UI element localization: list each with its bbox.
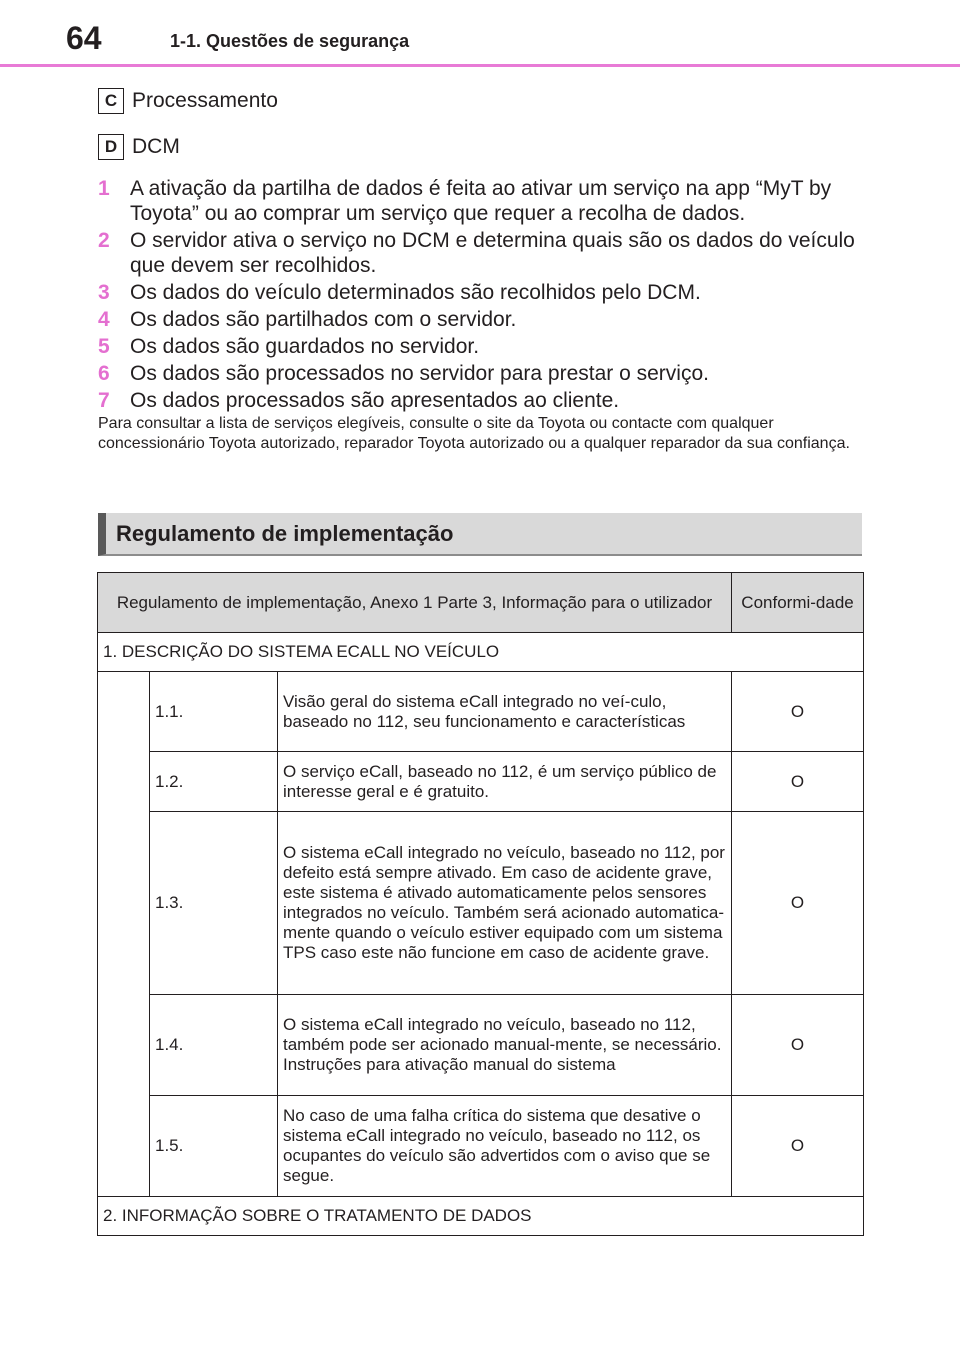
step-number: 1	[98, 177, 110, 200]
row-conformity: O	[732, 995, 864, 1096]
legend-letter-box: D	[98, 134, 124, 160]
row-text: O sistema eCall integrado no veículo, baseado no 112, também pode ser acionado manual-mente, se necessário. Instruções para ativação manual do sistema	[278, 995, 732, 1096]
row-number: 1.1.	[150, 672, 278, 752]
step-item	[98, 176, 868, 226]
row-number: 1.5.	[150, 1096, 278, 1197]
table-row	[98, 995, 864, 1096]
table-row	[98, 812, 864, 995]
step-text: Os dados são partilhados com o servidor.	[130, 308, 517, 331]
regulation-table	[97, 572, 864, 1236]
legend-letter-box: C	[98, 88, 124, 114]
row-text: O sistema eCall integrado no veículo, baseado no 112, por defeito está sempre ativado. Em caso de acidente grave, este sistema é ativado automaticamente pelos sensores integrados no veículo. Também será acionado automatica-mente quando o veículo estiver equipado com um sistema TPS caso este não funcione em caso de acidente grave.	[278, 812, 732, 995]
row-number: 1.2.	[150, 752, 278, 812]
table-section-row	[98, 1197, 864, 1236]
row-conformity: O	[732, 752, 864, 812]
steps-list	[98, 176, 868, 415]
note-paragraph: Para consultar a lista de serviços elegíveis, consulte o site da Toyota ou contacte com qualquer concessionário Toyota autorizado, reparador Toyota autorizado ou a qualquer reparador da sua confiança.	[98, 415, 850, 452]
section-1-title: 1. DESCRIÇÃO DO SISTEMA ECALL NO VEÍCULO	[98, 633, 864, 672]
step-number: 2	[98, 229, 110, 252]
step-text: Os dados processados são apresentados ao cliente.	[130, 389, 620, 412]
page-number: 64	[66, 20, 102, 56]
step-item	[98, 307, 868, 332]
step-number: 5	[98, 335, 110, 358]
header-conformity: Conformi-dade	[732, 573, 864, 633]
section-banner	[98, 513, 862, 556]
table-header-row	[98, 573, 864, 633]
table-row	[98, 1096, 864, 1197]
step-text: O servidor ativa o serviço no DCM e determina quais são os dados do veículo que devem ser recolhidos.	[130, 229, 855, 277]
row-conformity: O	[732, 1096, 864, 1197]
indent-cell	[98, 672, 150, 1197]
step-text: Os dados são processados no servidor para prestar o serviço.	[130, 362, 709, 385]
table-section-row	[98, 633, 864, 672]
banner-title: Regulamento de implementação	[116, 521, 454, 546]
legend-text: DCM	[132, 135, 180, 158]
header-regulation: Regulamento de implementação, Anexo 1 Parte 3, Informação para o utilizador	[98, 573, 732, 633]
step-text: Os dados do veículo determinados são recolhidos pelo DCM.	[130, 281, 701, 304]
row-text: O serviço eCall, baseado no 112, é um serviço público de interesse geral e é gratuito.	[278, 752, 732, 812]
legend-item-d	[98, 134, 180, 160]
row-text: Visão geral do sistema eCall integrado no veí-culo, baseado no 112, seu funcionamento e características	[278, 672, 732, 752]
row-conformity: O	[732, 812, 864, 995]
step-text: A ativação da partilha de dados é feita ao ativar um serviço na app “MyT by Toyota” ou ao comprar um serviço que requer a recolha de dados.	[130, 177, 832, 225]
step-item	[98, 388, 868, 413]
step-item	[98, 228, 868, 278]
header-rule	[0, 64, 960, 67]
step-number: 6	[98, 362, 110, 385]
step-item	[98, 334, 868, 359]
section-2-title: 2. INFORMAÇÃO SOBRE O TRATAMENTO DE DADOS	[98, 1197, 864, 1236]
step-number: 7	[98, 389, 110, 412]
step-item	[98, 361, 868, 386]
step-number: 3	[98, 281, 110, 304]
table-row	[98, 672, 864, 752]
row-number: 1.4.	[150, 995, 278, 1096]
row-number: 1.3.	[150, 812, 278, 995]
legend-item-c	[98, 88, 278, 114]
row-conformity: O	[732, 672, 864, 752]
row-text: No caso de uma falha crítica do sistema que desative o sistema eCall integrado no veículo, baseado no 112, os ocupantes do veículo são advertidos com o aviso que se segue.	[278, 1096, 732, 1197]
table-row	[98, 752, 864, 812]
section-title: 1-1. Questões de segurança	[170, 31, 410, 51]
step-number: 4	[98, 308, 110, 331]
step-text: Os dados são guardados no servidor.	[130, 335, 480, 358]
step-item	[98, 280, 868, 305]
legend-text: Processamento	[132, 89, 278, 112]
